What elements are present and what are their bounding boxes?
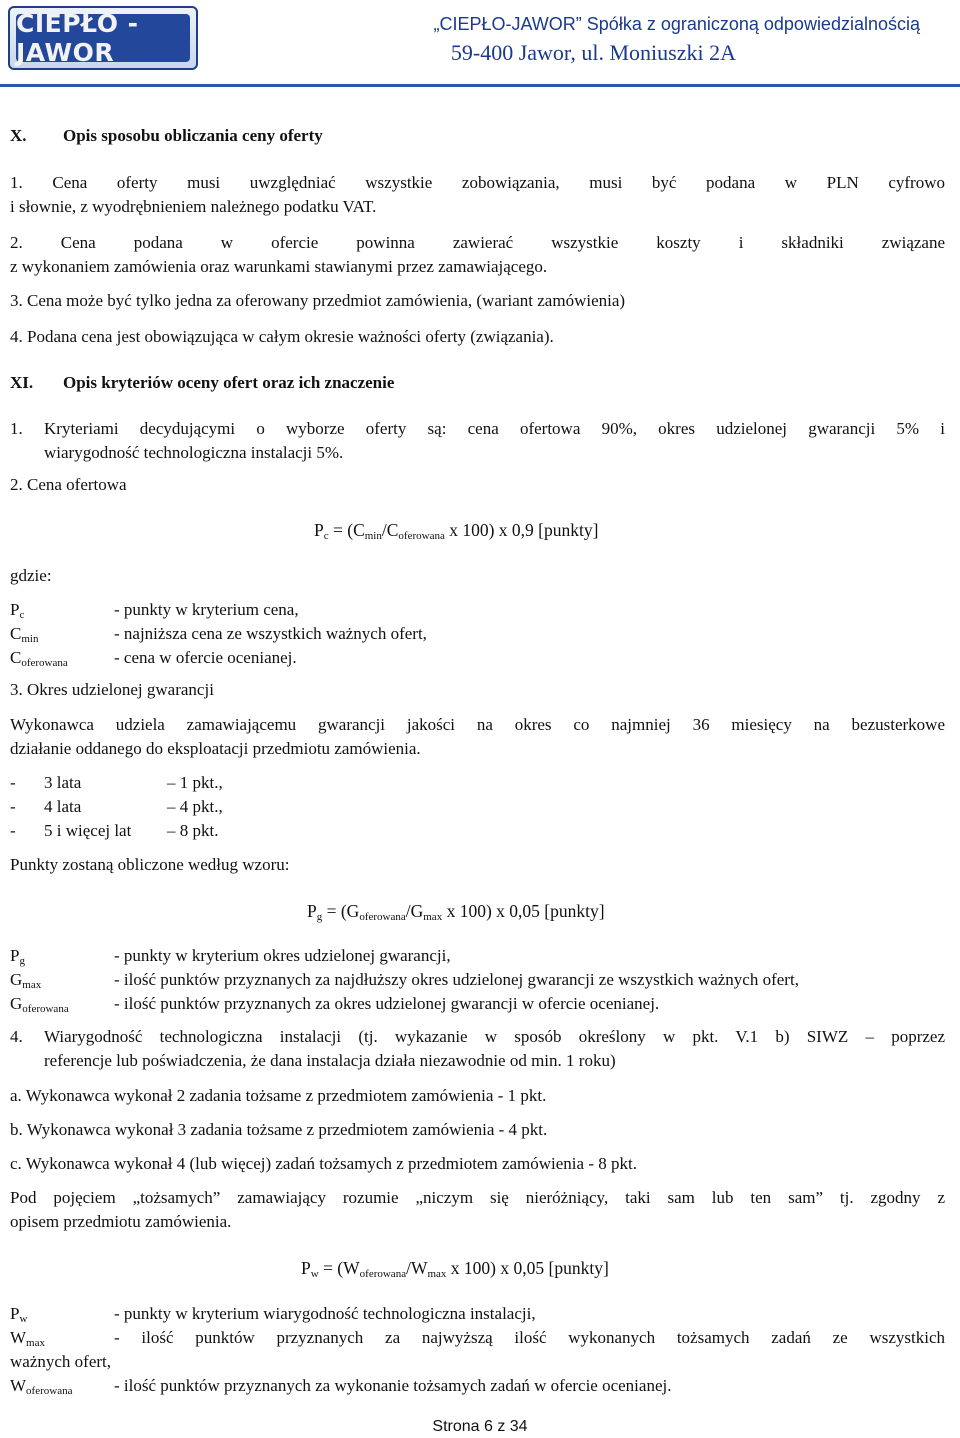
legend-symbol: $P_w$	[10, 1304, 28, 1325]
header-company-name: „CIEPŁO-JAWOR” Spółka z ograniczoną odpowiedzialnością	[433, 14, 920, 34]
legend-symbol: $G_{max}$	[10, 970, 42, 991]
section-x-item-1-line-2: i słownie, z wyodrębnieniem należnego podatku VAT.	[10, 197, 377, 216]
legend-description: - ilość punktów przyznanych za wykonanie tożsamych zadań w ofercie ocenianej.	[114, 1376, 672, 1395]
definition-line-2: opisem przedmiotu zamówienia.	[10, 1212, 232, 1231]
criterion-4-option-a: a. Wykonawca wykonał 2 zadania tożsame z przedmiotem zamówienia - 1 pkt.	[10, 1086, 547, 1105]
legend-symbol: $C_{oferowana}$	[10, 648, 68, 669]
legend-symbol: $C_{min}$	[10, 624, 39, 645]
logo-text: CIEPŁO - JAWOR	[16, 9, 139, 67]
legend-symbol: $P_c$	[10, 600, 25, 621]
legend-symbol: $W_{oferowana}$	[10, 1376, 73, 1397]
warranty-points: – 4 pkt.,	[167, 797, 223, 816]
warranty-points: – 8 pkt.	[167, 821, 219, 840]
criterion-1-number: 1.	[10, 419, 23, 438]
criterion-3-heading: 3. Okres udzielonej gwarancji	[10, 680, 214, 699]
section-x-item-2-line-1: 2. Cena podana w ofercie powinna zawierać wszystkie koszty i składniki związane	[10, 233, 945, 252]
formula-warranty: $P_g = (G_{oferowana}/G_{max}$ x 100) x 0,05 [punkty]	[307, 901, 605, 923]
formula-reliability: $P_w = (W_{oferowana}/W_{max}$ x 100) x 0,05 [punkty]	[301, 1258, 609, 1280]
page-number: Strona 6 z 34	[432, 1418, 528, 1435]
criterion-1-line-2: wiarygodność technologiczna instalacji 5%.	[44, 443, 344, 462]
warranty-points: – 1 pkt.,	[167, 773, 223, 792]
list-dash: -	[10, 797, 16, 816]
list-dash: -	[10, 821, 16, 840]
criterion-4-option-b: b. Wykonawca wykonał 3 zadania tożsame z przedmiotem zamówienia - 4 pkt.	[10, 1120, 548, 1139]
warranty-paragraph-line-1: Wykonawca udziela zamawiającemu gwarancji jakości na okres co najmniej 36 miesięcy na bezusterkowe	[10, 715, 945, 734]
warranty-period: 4 lata	[44, 797, 82, 816]
criterion-4-number: 4.	[10, 1027, 23, 1046]
warranty-period: 3 lata	[44, 773, 82, 792]
section-x-item-1-line-1: 1. Cena oferty musi uwzględniać wszystkie zobowiązania, musi być podana w PLN cyfrowo	[10, 173, 945, 192]
section-x-number: X.	[10, 126, 27, 145]
section-x-item-2-line-2: z wykonaniem zamówienia oraz warunkami stawianymi przez zamawiającego.	[10, 257, 548, 276]
legend-symbol: $W_{max}$	[10, 1328, 45, 1349]
legend-description: - ilość punktów przyznanych za okres udzielonej gwarancji w ofercie ocenianej.	[114, 994, 660, 1013]
formula-intro: Punkty zostaną obliczone według wzoru:	[10, 855, 290, 874]
legend-description: - punkty w kryterium wiarygodność technologiczna instalacji,	[114, 1304, 536, 1323]
company-logo	[8, 6, 198, 70]
section-xi-title: Opis kryteriów oceny ofert oraz ich znaczenie	[63, 373, 395, 392]
logo-plate	[16, 9, 190, 67]
header-address: 59-400 Jawor, ul. Moniuszki 2A	[450, 40, 736, 65]
legend-description: - cena w ofercie ocenianej.	[114, 648, 297, 667]
legend-description: - ilość punktów przyznanych za najwyższą ilość wykonanych tożsamych zadań ze wszystkich	[114, 1328, 945, 1347]
criterion-4-line-1: Wiarygodność technologiczna instalacji (tj. wykazanie w sposób określony w pkt. V.1 b) SIWZ – poprzez	[44, 1027, 945, 1046]
criterion-2-heading: 2. Cena ofertowa	[10, 475, 127, 494]
warranty-period: 5 i więcej lat	[44, 821, 132, 840]
criterion-4-line-2: referencje lub poświadczenia, że dana instalacja działa niezawodnie od min. 1 roku)	[44, 1051, 616, 1070]
legend-description: - najniższa cena ze wszystkich ważnych ofert,	[114, 624, 427, 643]
criterion-4-option-c: c. Wykonawca wykonał 4 (lub więcej) zadań tożsamych z przedmiotem zamówienia - 8 pkt.	[10, 1154, 637, 1173]
legend-description: - punkty w kryterium cena,	[114, 600, 299, 619]
legend-symbol: $P_g$	[10, 946, 25, 967]
section-x-title: Opis sposobu obliczania ceny oferty	[63, 126, 323, 145]
header-divider	[0, 84, 960, 87]
section-x-item-3: 3. Cena może być tylko jedna za oferowany przedmiot zamówienia, (wariant zamówienia)	[10, 291, 626, 310]
definition-line-1: Pod pojęciem „tożsamych” zamawiający rozumie „niczym się nieróżniący, taki sam lub ten sam” tj. zgodny z	[10, 1188, 945, 1207]
criterion-1-line-1: Kryteriami decydującymi o wyborze oferty są: cena ofertowa 90%, okres udzielonej gwarancji 5% i	[44, 419, 945, 438]
list-dash: -	[10, 773, 16, 792]
legend-description-continuation: ważnych ofert,	[10, 1352, 112, 1371]
warranty-paragraph-line-2: działanie oddanego do eksploatacji przedmiotu zamówienia.	[10, 739, 421, 758]
legend-description: - ilość punktów przyznanych za najdłuższy okres udzielonej gwarancji ze wszystkich ważnych ofert,	[114, 970, 799, 989]
formula-price: $P_c = (C_{min}/C_{oferowana}$ x 100) x 0,9 [punkty]	[314, 520, 599, 542]
legend-symbol: $G_{oferowana}$	[10, 994, 69, 1015]
legend-description: - punkty w kryterium okres udzielonej gwarancji,	[114, 946, 451, 965]
section-xi-number: XI.	[10, 373, 34, 392]
gdzie-label: gdzie:	[10, 566, 52, 585]
section-x-item-4: 4. Podana cena jest obowiązująca w całym okresie ważności oferty (związania).	[10, 327, 554, 346]
